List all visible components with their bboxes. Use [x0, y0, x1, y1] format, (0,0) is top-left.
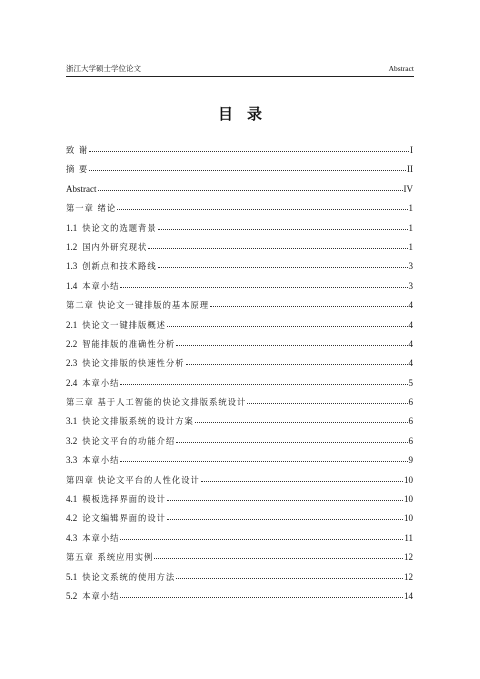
toc-entry[interactable]: [66, 431, 413, 450]
toc-entry-page-number: 4: [408, 338, 413, 349]
toc-entry-label: 创新点和技术路线: [82, 261, 157, 272]
toc-entry-number: 3.1: [66, 416, 78, 427]
dot-leader: [176, 430, 407, 443]
toc-entry[interactable]: [66, 470, 413, 489]
table-of-contents: [66, 140, 413, 605]
toc-entry-page-number: 10: [404, 494, 413, 505]
toc-entry-page-number: 6: [408, 397, 413, 408]
dot-leader: [120, 585, 403, 598]
toc-entry-page-number: 12: [404, 552, 413, 563]
toc-entry-label: 快论文平台的功能介绍: [82, 435, 176, 446]
toc-entry[interactable]: [66, 198, 413, 217]
dot-leader: [176, 333, 407, 346]
dot-leader: [176, 566, 403, 579]
toc-entry-label: 本章小结: [82, 455, 120, 466]
toc-entry-page-number: 1: [408, 203, 413, 214]
dot-leader: [195, 410, 408, 423]
toc-entry-number: 5.2: [66, 590, 78, 601]
header-section-name: Abstract: [388, 64, 414, 73]
dot-leader: [148, 236, 407, 249]
toc-entry-number: 3.2: [66, 435, 78, 446]
toc-entry[interactable]: [66, 547, 413, 566]
toc-entry[interactable]: [66, 276, 413, 295]
toc-entry[interactable]: [66, 159, 413, 178]
dot-leader: [89, 139, 409, 152]
page-title: 目录: [217, 105, 276, 123]
toc-entry-page-number: IV: [403, 183, 413, 194]
toc-entry-label: 快论文系统的使用方法: [82, 571, 176, 582]
toc-entry-page-number: 11: [404, 532, 413, 543]
toc-entry-label: 第四章 快论文平台的人性化设计: [66, 474, 200, 485]
toc-entry-label: 快论文排版的快速性分析: [82, 358, 185, 369]
dot-leader: [154, 546, 403, 559]
dot-leader: [167, 507, 403, 520]
toc-entry[interactable]: [66, 508, 413, 527]
toc-entry-number: 1.1: [66, 222, 78, 233]
toc-entry-label: 第一章 绪论: [66, 203, 117, 214]
toc-entry[interactable]: [66, 140, 413, 159]
dot-leader: [210, 294, 407, 307]
dot-leader: [201, 469, 403, 482]
toc-entry-page-number: 1: [408, 222, 413, 233]
toc-entry-number: 4.1: [66, 494, 78, 505]
toc-entry-page-number: 4: [408, 358, 413, 369]
toc-entry-number: 1.2: [66, 241, 78, 252]
dot-leader: [98, 178, 403, 191]
dot-leader: [89, 158, 406, 171]
toc-entry-label: 论文编辑界面的设计: [82, 513, 166, 524]
dot-leader: [167, 488, 403, 501]
toc-entry-label: 国内外研究现状: [82, 241, 148, 252]
toc-entry-label: Abstract: [66, 183, 97, 194]
dot-leader: [167, 314, 408, 327]
toc-entry-page-number: 4: [408, 300, 413, 311]
toc-entry[interactable]: [66, 353, 413, 372]
toc-entry-label: 本章小结: [82, 280, 120, 291]
toc-entry-page-number: 10: [404, 474, 413, 485]
dot-leader: [186, 352, 408, 365]
toc-entry[interactable]: [66, 218, 413, 237]
toc-entry-label: 本章小结: [82, 377, 120, 388]
header-university-title: 浙江大学硕士学位论文: [66, 64, 141, 73]
dot-leader: [120, 372, 407, 385]
toc-entry[interactable]: [66, 586, 413, 605]
running-header: [66, 62, 414, 77]
toc-entry-page-number: II: [407, 164, 413, 175]
toc-entry[interactable]: [66, 489, 413, 508]
toc-entry-page-number: 3: [408, 280, 413, 291]
toc-entry-number: 1.3: [66, 261, 78, 272]
toc-entry-number: 4.3: [66, 532, 78, 543]
toc-entry[interactable]: [66, 295, 413, 314]
toc-entry[interactable]: [66, 315, 413, 334]
toc-entry-page-number: I: [410, 145, 413, 155]
toc-entry-number: 2.4: [66, 377, 78, 388]
toc-entry-number: 2.3: [66, 358, 78, 369]
toc-entry-page-number: 6: [408, 416, 413, 427]
toc-entry-page-number: 9: [408, 455, 413, 466]
dot-leader: [120, 527, 403, 540]
toc-entry-label: 本章小结: [82, 590, 120, 601]
toc-entry[interactable]: [66, 450, 413, 469]
dot-leader: [120, 449, 407, 462]
toc-entry-page-number: 12: [404, 571, 413, 582]
toc-entry-number: 2.1: [66, 319, 78, 330]
toc-entry-label: 第三章 基于人工智能的快论文排版系统设计: [66, 397, 247, 408]
toc-entry[interactable]: [66, 179, 413, 198]
toc-entry[interactable]: [66, 567, 413, 586]
dot-leader: [117, 197, 407, 210]
toc-entry-label: 本章小结: [82, 532, 120, 543]
toc-entry-page-number: 1: [408, 241, 413, 252]
toc-entry-number: 4.2: [66, 513, 78, 524]
toc-entry-label: 模板选择界面的设计: [82, 494, 166, 505]
toc-entry-number: 5.1: [66, 571, 78, 582]
toc-entry-label: 智能排版的准确性分析: [82, 338, 176, 349]
toc-entry-label: 快论文排版系统的设计方案: [82, 416, 194, 427]
toc-entry[interactable]: [66, 334, 413, 353]
toc-entry-label: 快论文一键排版概述: [82, 319, 166, 330]
toc-entry[interactable]: [66, 411, 413, 430]
toc-entry-number: 2.2: [66, 338, 78, 349]
dot-leader: [120, 275, 407, 288]
toc-entry-number: 3.3: [66, 455, 78, 466]
dot-leader: [158, 217, 408, 230]
toc-entry[interactable]: [66, 373, 413, 392]
dot-leader: [247, 391, 407, 404]
toc-entry-label: 第二章 快论文一键排版的基本原理: [66, 300, 210, 311]
toc-entry[interactable]: [66, 256, 413, 275]
toc-entry-page-number: 3: [408, 261, 413, 272]
toc-entry[interactable]: [66, 237, 413, 256]
toc-entry[interactable]: [66, 392, 413, 411]
toc-entry-page-number: 5: [408, 377, 413, 388]
dot-leader: [158, 255, 408, 268]
toc-entry-label: 第五章 系统应用实例: [66, 552, 154, 563]
toc-entry[interactable]: [66, 528, 413, 547]
toc-entry-page-number: 4: [408, 319, 413, 330]
toc-entry-number: 1.4: [66, 280, 78, 291]
toc-entry-page-number: 14: [404, 590, 413, 601]
toc-entry-page-number: 10: [404, 513, 413, 524]
toc-entry-label: 摘 要: [66, 164, 89, 175]
toc-entry-label: 快论文的选题背景: [82, 222, 157, 233]
toc-entry-page-number: 6: [408, 435, 413, 446]
toc-entry-label: 致 谢: [66, 145, 89, 155]
